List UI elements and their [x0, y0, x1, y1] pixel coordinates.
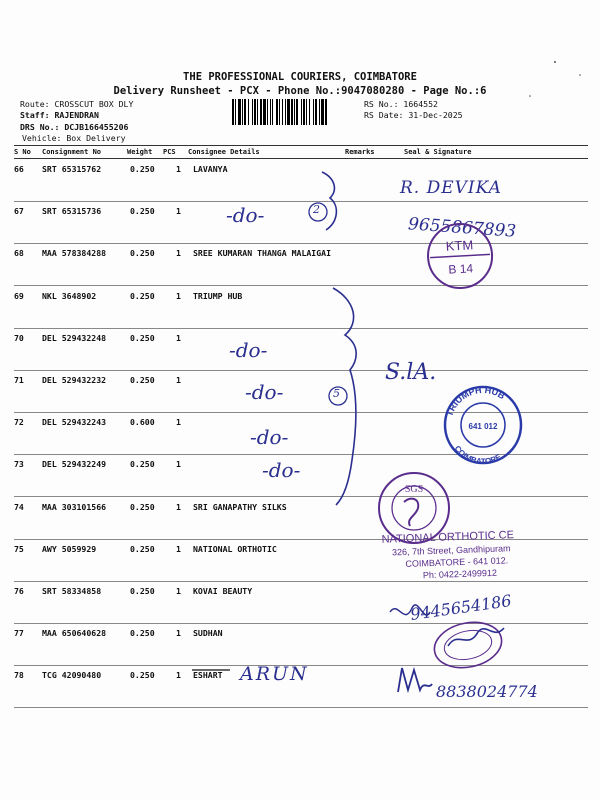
- row-pcs: 1: [176, 248, 181, 258]
- circled-5: 5: [333, 387, 340, 400]
- national-city: COIMBATORE - 641 012.: [405, 555, 509, 569]
- row-sno: 71: [14, 375, 24, 385]
- row-consignee: SREE KUMARAN THANGA MALAIGAI: [193, 248, 332, 258]
- staff-label: Staff: RAJENDRAN: [20, 110, 99, 120]
- col-remarks: Remarks: [345, 148, 375, 156]
- row-pcs: 1: [176, 670, 181, 680]
- national-name: NATIONAL ORTHOTIC CE: [381, 529, 515, 546]
- phone-handwritten-2: 9445654186: [409, 591, 513, 624]
- rs-date: RS Date: 31-Dec-2025: [364, 110, 463, 120]
- sgs-text: SGS: [404, 484, 424, 495]
- row-sno: 68: [14, 248, 24, 258]
- row-weight: 0.250: [130, 248, 155, 258]
- row-consignee: KOVAI BEAUTY: [193, 586, 253, 596]
- row-consignment: MAA 303101566: [42, 502, 107, 512]
- row-pcs: 1: [176, 628, 181, 638]
- row-sno: 66: [14, 164, 24, 174]
- signature-76: [390, 605, 430, 615]
- circle-2: [309, 203, 327, 221]
- row-consignee: ESHART: [193, 670, 223, 680]
- row-sno: 70: [14, 333, 24, 343]
- company-title: THE PROFESSIONAL COURIERS, COIMBATORE: [183, 71, 417, 83]
- ktm-stamp: [426, 222, 493, 289]
- triumph-hub-stamp: [444, 385, 521, 466]
- row-consignment: DEL 529432248: [42, 333, 107, 343]
- ditto-72: -do-: [250, 425, 289, 449]
- row-weight: 0.250: [130, 164, 155, 174]
- row-pcs: 1: [176, 586, 181, 596]
- row-consignment: DEL 529432249: [42, 459, 107, 469]
- ktm-bottom-text: B 14: [448, 261, 474, 277]
- row-sno: 78: [14, 670, 24, 680]
- row-weight: 0.250: [130, 670, 155, 680]
- vehicle-label: Vehicle: Box Delivery: [22, 133, 126, 143]
- row-consignment: AWY 5059929: [42, 544, 97, 554]
- ditto-70: -do-: [229, 338, 268, 362]
- row-sno: 69: [14, 291, 24, 301]
- row-pcs: 1: [176, 164, 181, 174]
- row-pcs: 1: [176, 417, 181, 427]
- row-weight: 0.250: [130, 333, 155, 343]
- row-pcs: 1: [176, 206, 181, 216]
- row-consignee: TRIUMP HUB: [193, 291, 243, 301]
- row-consignment: DEL 529432243: [42, 417, 107, 427]
- row-consignment: MAA 650640628: [42, 628, 107, 638]
- row-weight: 0.600: [130, 417, 155, 427]
- route-label: Route: CROSSCUT BOX DLY: [20, 99, 134, 109]
- phone-handwritten-1: 9655867893: [407, 214, 517, 242]
- row-weight: 0.250: [130, 544, 155, 554]
- ditto-67: -do-: [226, 203, 265, 227]
- row-consignee: SUDHAN: [193, 628, 223, 638]
- row-pcs: 1: [176, 375, 181, 385]
- row-consignment: SRT 58334858: [42, 586, 102, 596]
- row-weight: 0.250: [130, 586, 155, 596]
- ditto-73: -do-: [262, 458, 301, 482]
- row-pcs: 1: [176, 459, 181, 469]
- circle-5: [329, 387, 347, 405]
- row-consignment: DEL 529432232: [42, 375, 107, 385]
- brace-69-73: [333, 288, 356, 505]
- row-sno: 76: [14, 586, 24, 596]
- row-consignee: LAVANYA: [193, 164, 228, 174]
- rs-number: RS No.: 1664552: [364, 99, 438, 109]
- row-weight: 0.250: [130, 375, 155, 385]
- circled-2: 2: [313, 203, 320, 216]
- national-phone: Ph: 0422-2499912: [422, 567, 498, 581]
- row-consignee: NATIONAL ORTHOTIC: [193, 544, 277, 554]
- brace-66-67: [322, 172, 336, 230]
- col-weight: Weight: [127, 148, 153, 156]
- row-consignment: SRT 65315736: [42, 206, 102, 216]
- row-pcs: 1: [176, 502, 181, 512]
- row-consignee: SRI GANAPATHY SILKS: [193, 502, 287, 512]
- national-orthotic-stamp: [381, 529, 515, 582]
- row-sno: 73: [14, 459, 24, 469]
- row-pcs: 1: [176, 333, 181, 343]
- oval-stamp-77: [430, 616, 506, 673]
- col-pcs: PCS: [163, 148, 176, 156]
- triumph-code: 641 012: [468, 422, 498, 431]
- row-weight: 0.250: [130, 206, 155, 216]
- phone-handwritten-3: 8838024774: [436, 682, 538, 701]
- row-sno: 77: [14, 628, 24, 638]
- national-addr: 326, 7th Street, Gandhipuram: [391, 543, 511, 558]
- col-sno: S No: [14, 148, 31, 156]
- col-consignee: Consignee Details: [188, 148, 260, 156]
- row-weight: 0.250: [130, 459, 155, 469]
- row-consignment: NKL 3648902: [42, 291, 97, 301]
- arun-handwritten: ARUN: [240, 663, 309, 685]
- speck: [529, 95, 531, 97]
- triumph-top-text: TRIUMPH HUB: [444, 384, 507, 418]
- col-consignment: Consignment No: [42, 148, 102, 156]
- devika-signature: R. DEVIKA: [400, 178, 502, 198]
- speck: [554, 61, 556, 63]
- row-sno: 72: [14, 417, 24, 427]
- row-consignment: MAA 578384288: [42, 248, 107, 258]
- speck: [579, 74, 581, 76]
- drs-label: DRS No.: DCJB166455206: [20, 122, 129, 132]
- row-weight: 0.250: [130, 502, 155, 512]
- signature-71: S.lA.: [385, 360, 437, 385]
- ditto-71: -do-: [245, 380, 284, 404]
- runsheet-subtitle: Delivery Runsheet - PCX - Phone No.:9047080280 - Page No.:6: [113, 85, 487, 97]
- row-sno: 67: [14, 206, 24, 216]
- signature-78: [398, 668, 432, 692]
- col-seal: Seal & Signature: [404, 148, 472, 156]
- row-pcs: 1: [176, 544, 181, 554]
- ktm-top-text: KTM: [445, 237, 474, 254]
- triumph-bottom-text: COIMBATORE: [452, 444, 503, 467]
- row-sno: 74: [14, 502, 24, 512]
- row-weight: 0.250: [130, 628, 155, 638]
- row-consignment: SRT 65315762: [42, 164, 102, 174]
- row-sno: 75: [14, 544, 24, 554]
- row-pcs: 1: [176, 291, 181, 301]
- row-consignment: TCG 42090480: [42, 670, 102, 680]
- row-weight: 0.250: [130, 291, 155, 301]
